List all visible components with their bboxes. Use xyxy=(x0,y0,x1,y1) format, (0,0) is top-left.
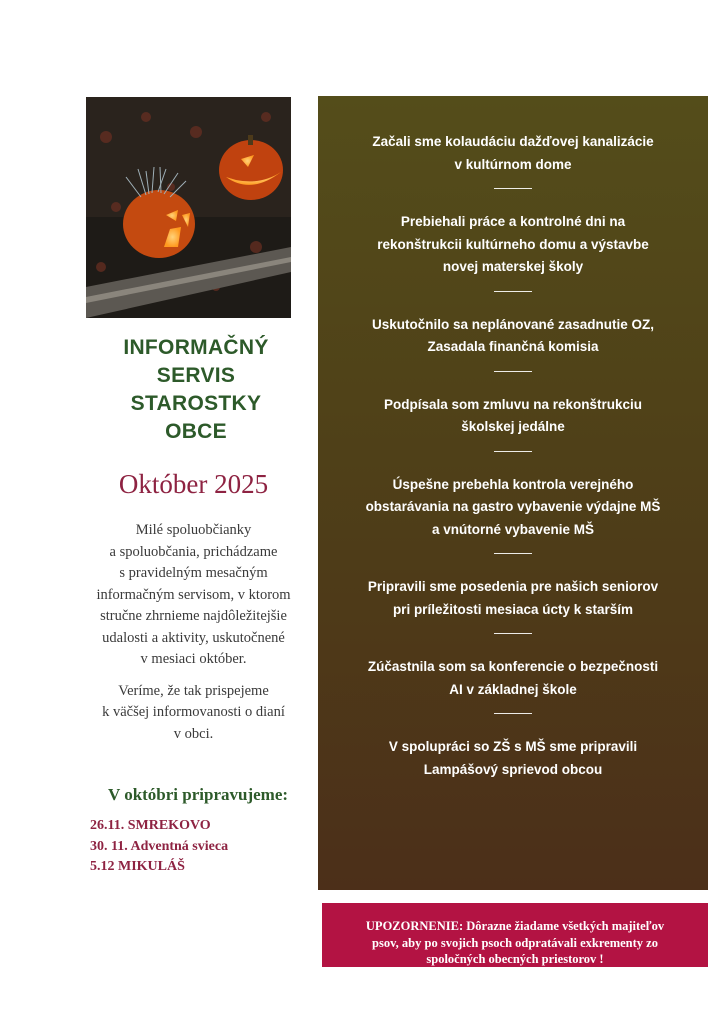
news-line: AI v základnej škole xyxy=(449,681,577,697)
notice-line: psov, aby po svojich psoch odpratávali exkrementy zo xyxy=(372,935,658,950)
news-line: Úspešne prebehla kontrola verejného xyxy=(392,476,634,492)
intro-line: udalosti a aktivity, uskutočnené xyxy=(102,629,285,646)
intro-line: a spoluobčania, prichádzame xyxy=(109,543,278,560)
plan-item: 5.12 MIKULÁŠ xyxy=(90,859,185,874)
intro-paragraph xyxy=(86,520,301,671)
news-line: Zúčastnila som sa konferencie o bezpečnosti xyxy=(367,659,659,674)
news-divider xyxy=(494,633,532,634)
issue-month: Október 2025 xyxy=(118,469,269,499)
news-line: V spolupráci so ZŠ s MŠ sme pripravili xyxy=(388,739,638,754)
news-line: Prebiehali práce a kontrolné dni na xyxy=(400,214,626,229)
title-line: INFORMAČNÝ xyxy=(123,336,269,359)
intro-line: stručne zhrnieme najdôležitejšie xyxy=(100,608,287,624)
news-divider xyxy=(494,291,532,292)
news-line: Lampášový sprievod obcou xyxy=(423,761,603,777)
news-item xyxy=(328,474,698,542)
news-line: Uskutočnilo sa neplánované zasadnutie OZ, xyxy=(371,316,655,332)
notice-line: spoločných obecných priestorov ! xyxy=(426,952,604,966)
news-line: a vnútorné vybavenie MŠ xyxy=(431,521,595,537)
news-line: Zasadala finančná komisia xyxy=(427,339,599,354)
intro-text xyxy=(86,520,301,755)
news-divider xyxy=(494,188,532,189)
news-item xyxy=(328,394,698,439)
news-divider xyxy=(494,451,532,452)
news-item xyxy=(328,576,698,621)
title-line: SERVIS xyxy=(156,364,236,387)
page-title xyxy=(96,334,296,446)
plans-heading: V októbri pripravujeme: xyxy=(107,785,289,804)
intro-line: Veríme, že tak prispejeme xyxy=(118,682,269,699)
news-item xyxy=(328,131,698,176)
intro-line: s pravidelným mesačným xyxy=(119,565,268,581)
intro-line: Milé spoluobčianky xyxy=(135,522,252,538)
news-item xyxy=(328,736,698,781)
warning-notice xyxy=(322,903,708,967)
plan-item: 26.11. SMREKOVO xyxy=(90,818,211,833)
plans-list xyxy=(90,816,305,878)
intro-line: k väčšej informovanosti o dianí xyxy=(102,704,285,720)
news-panel xyxy=(318,96,708,890)
news-item xyxy=(328,656,698,701)
intro-paragraph xyxy=(86,681,301,746)
news-line: rekonštrukcii kultúrneho domu a výstavbe xyxy=(377,236,649,252)
title-line: OBCE xyxy=(165,420,227,443)
news-divider xyxy=(494,713,532,714)
news-line: v kultúrnom dome xyxy=(454,156,572,172)
news-line: obstarávania na gastro vybavenie výdajne MŠ xyxy=(365,499,661,514)
news-line: školskej jedálne xyxy=(461,419,565,434)
news-line: Pripravili sme posedenia pre našich seniorov xyxy=(367,579,659,594)
news-item xyxy=(328,211,698,279)
news-line: novej materskej školy xyxy=(442,259,584,274)
title-line: STAROSTKY xyxy=(130,392,262,415)
plan-item: 30. 11. Adventná svieca xyxy=(90,838,229,854)
news-divider xyxy=(494,553,532,554)
notice-line: UPOZORNENIE: Dôrazne žiadame všetkých majiteľov xyxy=(365,919,665,933)
news-line: Začali sme kolaudáciu dažďovej kanalizácie xyxy=(372,134,654,149)
halloween-pumpkins-photo xyxy=(86,97,291,318)
intro-line: v mesiaci október. xyxy=(140,651,247,667)
intro-line: v obci. xyxy=(173,725,214,742)
news-line: pri príležitosti mesiaca úcty k starším xyxy=(392,601,634,617)
news-divider xyxy=(494,371,532,372)
news-item xyxy=(328,314,698,359)
news-line: Podpísala som zmluvu na rekonštrukciu xyxy=(383,396,643,412)
intro-line: informačným servisom, v ktorom xyxy=(96,586,291,603)
